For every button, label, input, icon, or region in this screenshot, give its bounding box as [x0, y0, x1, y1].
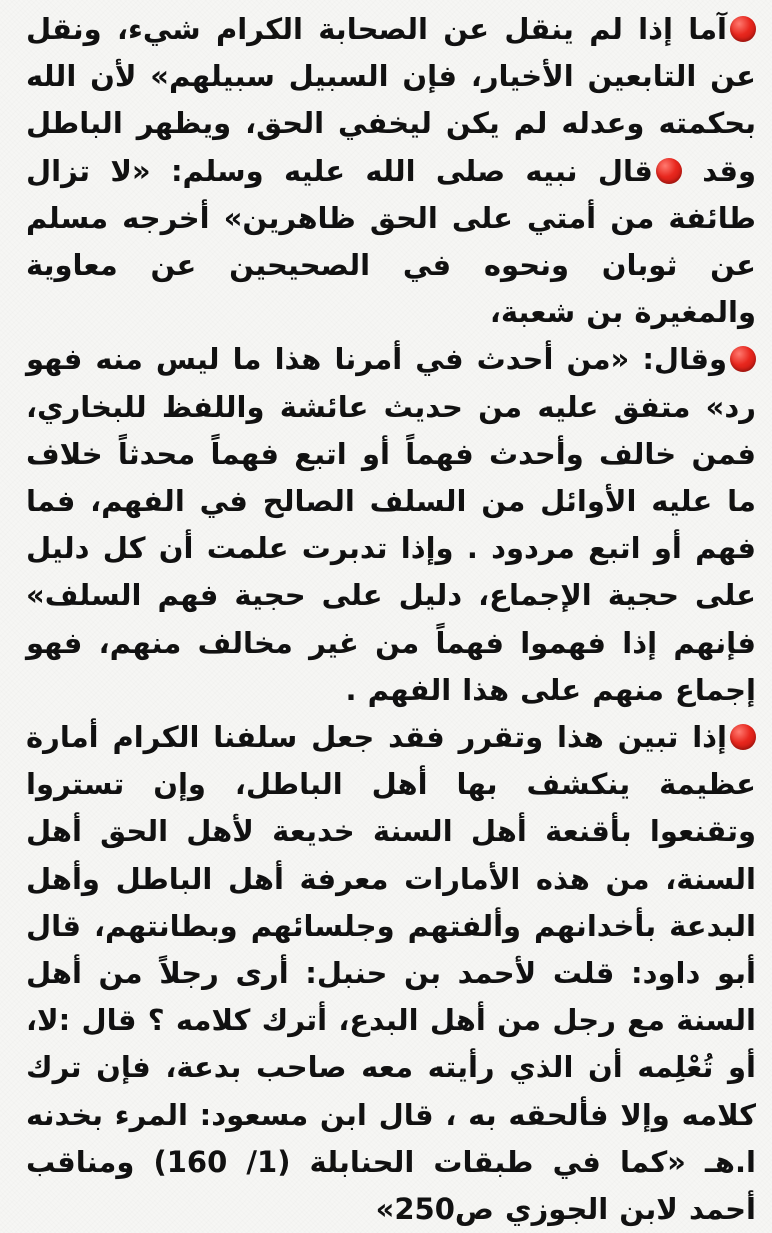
paragraph-text: قال نبيه صلى الله عليه وسلم: «لا تزال طائفة من أمتي على الحق ظاهرين» أخرجه مسلم عن ثوبان ونحوه في الصحيحين عن معاوية والمغيرة بن شعبة، [26, 153, 756, 330]
red-circle-icon [730, 16, 756, 42]
paragraph [26, 342, 756, 706]
paragraph [26, 720, 756, 1226]
note-body [26, 6, 756, 1233]
red-circle-icon [730, 346, 756, 372]
red-circle-icon [656, 158, 682, 184]
paragraph [26, 12, 756, 329]
paragraph-text: وقال: «من أحدث في أمرنا هذا ما ليس منه فهو رد» متفق عليه من حديث عائشة واللفظ للبخاري، فمن خالف وأحدث فهماً أو اتبع فهماً محدثاً خلاف ما عليه الأوائل من السلف الصالح في الفهم، فما فهم أو اتبع مردود . وإذا تدبرت علمت أن كل دليل على حجية الإجماع، دليل على حجية فهم السلف» فإنهم إذا فهموا فهماً من غير مخالف منهم، فهو إجماع منهم على هذا الفهم . [26, 342, 756, 707]
paragraph-text: آما إذا لم ينقل عن الصحابة الكرام شيء، ونقل عن التابعين الأخيار، فإن السبيل سبيلهم» لأن الله بحكمته وعدله لم يكن ليخفي الحق، ويظهر الباطل وقد [26, 12, 756, 188]
red-circle-icon [730, 724, 756, 750]
paragraph-text: إذا تبين هذا وتقرر فقد جعل سلفنا الكرام أمارة عظيمة ينكشف بها أهل الباطل، وإن تستروا وتقنعوا بأقنعة أهل السنة خديعة لأهل الحق أهل السنة، من هذه الأمارات معرفة أهل الباطل وأهل البدعة بأخدانهم وألفتهم وجلسائهم وبطانتهم، قال أبو داود: قلت لأحمد بن حنبل: أرى رجلاً من أهل السنة مع رجل من أهل البدع، أترك كلامه ؟ قال :لا، أو تُعْلِمه أن الذي رأيته معه صاحب بدعة، فإن ترك كلامه وإلا فألحقه به ، قال ابن مسعود: المرء بخدنه ا.هـ «كما في طبقات الحنابلة (1/ 160) ومناقب أحمد لابن الجوزي ص250» [26, 720, 756, 1227]
